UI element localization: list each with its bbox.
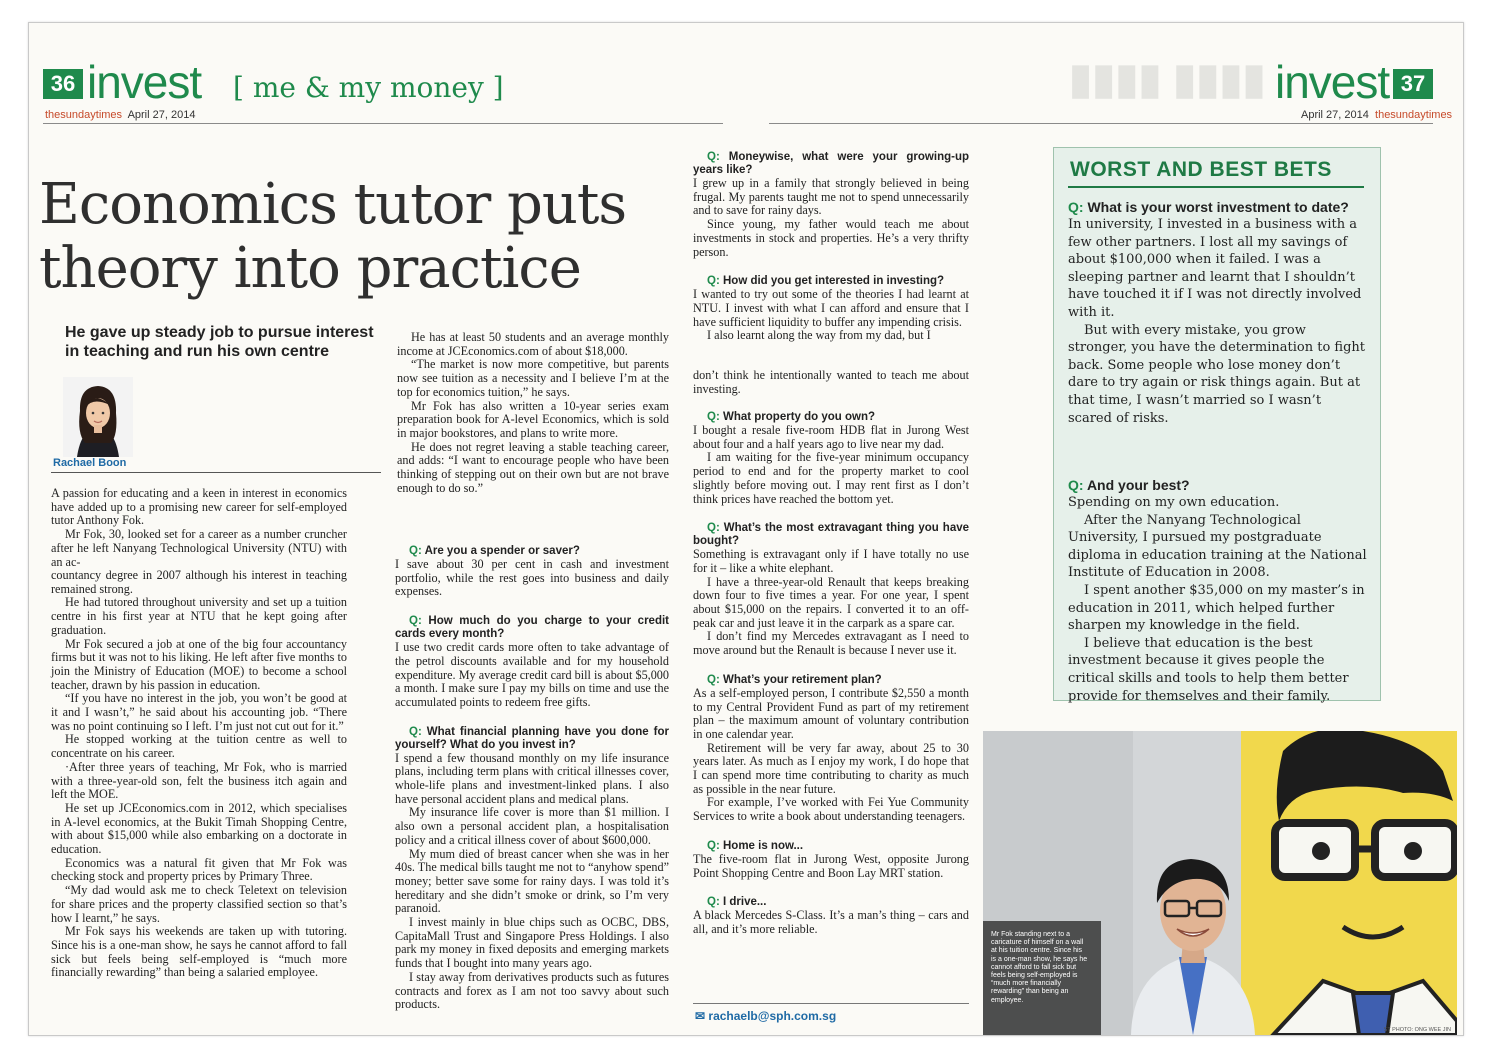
box-answer: In university, I invested in a business with a few other partners. I lost all my savings of about $100,000 when it failed. I was a sleeping partner and learnt that I shouldn’t have touched it if I was not directly involved with it. — [1068, 217, 1362, 320]
email-rule — [693, 1003, 969, 1004]
qa-question: Q: What’s your retirement plan? — [707, 673, 882, 686]
qa-answer: The five-room flat in Jurong West, opposite Jurong Point Shopping Centre and Boon Lay MRT station. — [693, 851, 969, 880]
right-date: April 27, 2014 — [1301, 109, 1369, 121]
body-paragraph: ·After three years of teaching, Mr Fok, who is married with a three-year-old son, felt the business itch again and left the MOE. — [51, 759, 347, 802]
qa-answer: As a self-employed person, I contribute $2,550 a month to my Central Provident Fund as part of my retirement plan – the maximum amount of voluntary contribution in one calendar year. — [693, 685, 969, 741]
article-column-1 — [51, 569, 347, 980]
q-marker: Q: — [707, 275, 720, 288]
q-marker: Q: — [707, 896, 720, 909]
article-column-2-top — [397, 331, 669, 495]
qa-block — [395, 615, 669, 710]
section-tagline: [ me & my money ] — [233, 71, 504, 104]
qa-answer: I also learnt along the way from my dad, but I — [707, 328, 931, 343]
qa-block — [693, 674, 969, 824]
left-page-number: 36 — [43, 69, 83, 99]
qa-answer: Something is extravagant only if I have totally no use for it – like a white elephant. — [693, 547, 969, 575]
qa-answer: Retirement will be very far away, about 25 to 30 years later. As much as I enjoy my work, I do hope that I can spend more time contributing to charity as much as possible in the near future. — [693, 740, 969, 796]
box-answer: But with every mistake, you grow stronger, you have the determination to fight back. Some people who lose money don’t dare to try again or risk things again. But at that time, I wasn’t married so I wasn’t scared of risks. — [1068, 322, 1366, 426]
qa-question: Q: How much do you charge to your credit cards every month? — [395, 615, 669, 641]
box-answer: I believe that education is the best investment because it gives people the critical skills and tools to help them better provide for themselves and their family. — [1068, 635, 1349, 704]
q-marker: Q: — [409, 545, 422, 557]
worst-best-bets-box — [1053, 147, 1381, 704]
q-marker: Q: — [1068, 477, 1084, 493]
body-paragraph: Mr Fok, 30, looked set for a career as a number cruncher after he left Nanyang Technological University (NTU) with an ac- — [51, 527, 347, 569]
qa-column-2 — [395, 545, 669, 1028]
author-email[interactable]: ✉ rachaelb@sph.com.sg — [695, 1009, 837, 1023]
byline-rule — [51, 472, 381, 473]
q-marker: Q: — [1068, 199, 1084, 215]
qa-column-3-continuation: don’t think he intentionally wanted to teach me about investing. — [693, 368, 969, 396]
body-paragraph: “The market is now more competitive, but parents now see tuition as a necessity and I believe I’m at the top for economics tuition,” he says. — [397, 357, 669, 399]
qa-question: Q: Are you a spender or saver? — [409, 545, 580, 557]
body-paragraph: “If you have no interest in the job, you won’t be good at it and I wasn’t,” he said about his accounting job. “There was no point continuing so I left. I’m just not cut out for it.” — [51, 691, 347, 733]
qa-question: Q: What’s the most extravagant thing you have bought? — [693, 522, 970, 548]
qa-answer: For example, I’ve worked with Fei Yue Community Services to write a book about understanding teenagers. — [693, 795, 969, 824]
qa-answer: I don’t find my Mercedes extravagant as I need to move around but the Renault is because I never use it. — [693, 629, 969, 658]
q-marker: Q: — [707, 839, 720, 852]
body-paragraph: He had tutored throughout university and set up a tuition centre in his first year at NTU that he kept going after graduation. — [51, 595, 347, 637]
q-marker: Q: — [707, 151, 720, 163]
box-title: WORST AND BEST BETS — [1070, 158, 1332, 181]
q-marker: Q: — [707, 673, 720, 686]
email-icon: ✉ — [695, 1009, 706, 1023]
q-marker: Q: — [409, 725, 422, 738]
q-marker: Q: — [409, 615, 422, 628]
qa-question: Q: Moneywise, what were your growing-up years like? — [693, 151, 969, 176]
body-paragraph: A passion for educating and a keen in interest in economics have added up to a promising new career for self-employed tutor Anthony Fok. — [51, 486, 347, 528]
byline: Rachael Boon — [53, 457, 127, 469]
qa-answer: A black Mercedes S-Class. It’s a man’s thing – cars and all, and it’s more reliable. — [693, 908, 969, 936]
qa-answer: I have a three-year-old Renault that keeps breaking down four to five times a year. For one year, I spent about $15,000 on the repairs. I converted it to an off-peak car and just leave it in the carpark as a spare car. — [693, 574, 969, 630]
right-brand: thesundaytimes — [1375, 109, 1453, 121]
left-date: April 27, 2014 — [127, 109, 196, 121]
qa-answer: I save about 30 per cent in cash and investment portfolio, while the rest goes into business and daily expenses. — [395, 557, 669, 599]
qa-answer: I bought a resale five-room HDB flat in Jurong West about four and a half years ago to live near my dad. — [693, 423, 969, 451]
photo-credit: ST PHOTO: ONG WEE JIN — [1383, 1027, 1451, 1033]
author-portrait-image — [63, 377, 133, 457]
q-marker: Q: — [707, 522, 720, 535]
box-best — [1068, 476, 1368, 705]
qa-block — [395, 726, 669, 1012]
qa-question: Q: Home is now... — [707, 839, 804, 852]
qa-block — [395, 545, 669, 599]
body-paragraph: Mr Fok secured a job at one of the big four accountancy firms but it was not to his liking. He left after five months to join the Ministry of Education (MOE) to become a school teacher, drawn by his passion in education. — [51, 636, 347, 692]
qa-answer: I use two credit cards more often to take advantage of the petrol discounts available and for my household expenditure. My average credit card bill is about $5,000 a month. I make sure I pay my bills on time and use the accumulated points to redeem free gifts. — [395, 640, 669, 709]
qa-block — [693, 522, 969, 658]
body-paragraph: Mr Fok has also written a 10-year series exam preparation book for A-level Economics, which is sold in major bookstores, and plans to write more. — [397, 398, 669, 440]
qa-answer: I stay away from derivatives products such as futures contracts and forex as I am not too savvy about such products. — [395, 969, 669, 1012]
body-paragraph: Economics was a natural fit given that Mr Fok was checking stock and property prices by Primary Three. — [51, 855, 347, 884]
box-answer: After the Nanyang Technological University, I pursued my postgraduate diploma in education training at the National Institute of Education in 2008. — [1068, 512, 1367, 581]
right-section-title: invest — [1275, 56, 1390, 108]
body-paragraph: He does not regret leaving a stable teaching career, and adds: “I want to encourage people who have been thinking of stepping out on their own but are not brave enough to do so.” — [397, 439, 669, 495]
body-paragraph: He set up JCEconomics.com in 2012, which specialises in A-level economics, at the Bukit Timah Shopping Centre, with about $15,000 while also embarking on a doctorate in education. — [51, 800, 347, 857]
box-best-question: Q: And your best? — [1068, 477, 1190, 493]
qa-block — [693, 151, 969, 259]
qa-answer: My mum died of breast cancer when she was in her 40s. The medical bills taught me not to “anyhow spend” money; better save some for rainy days. I was told it’s hereditary and she didn’t smoke or drink, so I’m very paranoid. — [395, 846, 669, 916]
box-worst — [1068, 198, 1368, 427]
article-intro — [51, 487, 347, 569]
qa-answer: Since young, my father would teach me about investments in stock and properties. He’s a very thrifty person. — [693, 217, 969, 259]
qa-column-3-top — [693, 151, 969, 359]
bleed-through-decoration: ▮▮▮▮ ▮▮▮▮ — [1069, 55, 1266, 102]
box-worst-question: Q: What is your worst investment to date? — [1068, 199, 1349, 215]
newspaper-spread — [28, 22, 1464, 1036]
right-dateline — [1301, 109, 1452, 121]
qa-answer: I wanted to try out some of the theories I had learnt at NTU. I invest with what I can afford and ensure that I have sufficient liquidity to buffer any impending crisis. — [693, 287, 969, 329]
body-paragraph: Mr Fok says his weekends are taken up with tutoring. Since his is a one-man show, he says he cannot afford to fall sick but feels being self-employed is “much more financially rewarding” than being a salaried employee. — [51, 924, 347, 980]
q-marker: Q: — [707, 411, 720, 423]
qa-answer: I am waiting for the five-year minimum occupancy period to end and for the property market to cool slightly before moving out. I may rent first as I don’t think prices have reached the bottom yet. — [693, 450, 969, 506]
header-rule-right — [769, 123, 1433, 124]
box-title-rule — [1068, 186, 1364, 188]
qa-answer: I grew up in a family that strongly believed in being frugal. My parents taught me not to spend unnecessarily and to save for rainy days. — [693, 176, 969, 218]
qa-block — [693, 896, 969, 936]
qa-column-3-bottom — [693, 411, 969, 953]
body-paragraph: He has at least 50 students and an average monthly income at JCEconomics.com of about $18,000. — [397, 330, 669, 358]
body-paragraph: “My dad would ask me to check Teletext on television for share prices and the property classified section so that’s how I learnt,” he says. — [51, 883, 347, 925]
qa-block — [693, 275, 969, 343]
left-section-title: invest — [87, 56, 202, 108]
qa-question: Q: What property do you own? — [707, 411, 876, 423]
left-dateline — [45, 109, 195, 121]
body-paragraph: countancy degree in 2007 although his interest in teaching remained strong. — [51, 568, 347, 596]
qa-question: Q: How did you get interested in investing? — [707, 275, 945, 288]
left-brand: thesundaytimes — [45, 109, 123, 121]
qa-answer: My insurance life cover is more than $1 million. I also own a personal accident plan, a hospitalisation policy and a critical illness cover of about $600,000. — [395, 805, 669, 847]
qa-question: Q: What financial planning have you done for yourself? What do you invest in? — [395, 725, 669, 751]
qa-block — [693, 411, 969, 506]
body-paragraph: He stopped working at the tuition centre as well to concentrate on his career. — [51, 732, 347, 761]
qa-answer: I invest mainly in blue chips such as OCBC, DBS, CapitaMall Trust and Singapore Press Holdings. I also park my money in fixed deposits and emerging markets funds that I bought into many years ago. — [395, 915, 669, 971]
right-page-number: 37 — [1393, 69, 1433, 99]
article-deck: He gave up steady job to pursue interest in teaching and run his own centre — [65, 324, 374, 360]
box-answer: Spending on my own education. — [1068, 495, 1280, 510]
header-rule-left — [43, 123, 723, 124]
main-photo — [983, 731, 1457, 1035]
author-portrait — [63, 377, 133, 457]
qa-block — [693, 840, 969, 880]
qa-answer: I spend a few thousand monthly on my life insurance plans, including term plans with critical illnesses cover, whole-life plans and investment-linked plans. I also have personal accident plans and medical plans. — [395, 750, 669, 806]
photo-caption: Mr Fok standing next to a caricature of himself on a wall at his tuition centre. Since his is a one-man show, he says he cannot afford to fall sick but feels being self-employed is “much more financially rewarding” than being an employee. — [991, 931, 1088, 1004]
box-answer: I spent another $35,000 on my master’s in education in 2011, which helped further sharpen my knowledge in the field. — [1068, 582, 1365, 634]
qa-question: Q: I drive... — [707, 896, 767, 909]
article-headline: Economics tutor puts theory into practice — [39, 172, 627, 301]
